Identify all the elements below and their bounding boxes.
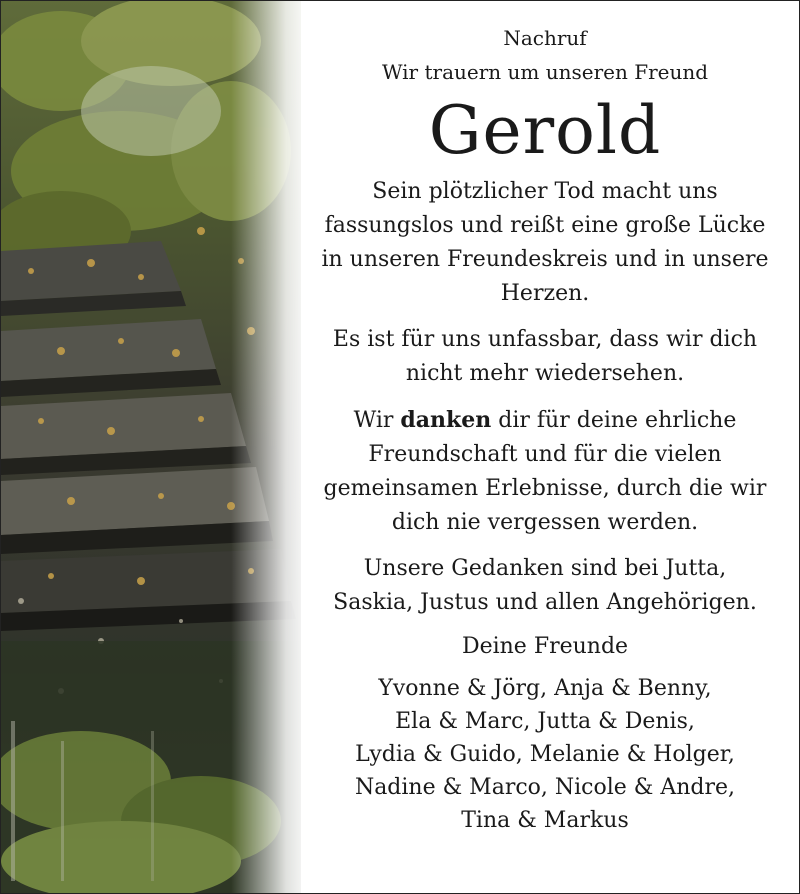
friends-line: Lydia & Guido, Melanie & Holger, (355, 742, 735, 767)
text-line: in unseren Freundeskreis und in unsere (321, 247, 769, 272)
text-line: Unsere Gedanken sind bei Jutta, (363, 556, 727, 581)
friends-line: Yvonne & Jörg, Anja & Benny, (378, 676, 712, 701)
deceased-name: Gerold (428, 92, 662, 169)
text-line: Es ist für uns unfassbar, dass wir dich (332, 327, 758, 352)
text-line: gemeinsamen Erlebnisse, durch die wir (323, 476, 767, 501)
friends-line: Ela & Marc, Jutta & Denis, (395, 709, 695, 734)
text-line: Sein plötzlicher Tod macht uns (372, 179, 718, 204)
text-line: Saskia, Justus und allen Angehörigen. (333, 590, 757, 615)
paragraph-2 (301, 323, 789, 391)
text-line: Freundschaft und für die vielen (368, 442, 722, 467)
bold-word: danken (400, 407, 492, 433)
text-run: dir für deine ehrliche (491, 408, 737, 433)
text-line: dich nie vergessen werden. (391, 510, 699, 535)
paragraph-1 (301, 175, 789, 311)
friends-line: Tina & Markus (461, 808, 629, 833)
paragraph-3 (301, 403, 789, 540)
obituary-subline: Wir trauern um unseren Freund (381, 60, 709, 84)
friends-line: Nadine & Marco, Nicole & Andre, (354, 775, 736, 800)
paragraph-4 (301, 552, 789, 620)
text-line (301, 403, 789, 438)
obituary-label: Nachruf (503, 26, 587, 50)
text-run: Wir (353, 408, 401, 433)
friends-list (301, 672, 789, 837)
signature: Deine Freunde (461, 634, 629, 659)
autumn-steps-photo (1, 1, 301, 893)
text-line: Herzen. (500, 281, 590, 306)
text-line: nicht mehr wiedersehen. (405, 361, 685, 386)
text-line: fassungslos und reißt eine große Lücke (324, 213, 766, 238)
obituary-text (301, 1, 789, 893)
